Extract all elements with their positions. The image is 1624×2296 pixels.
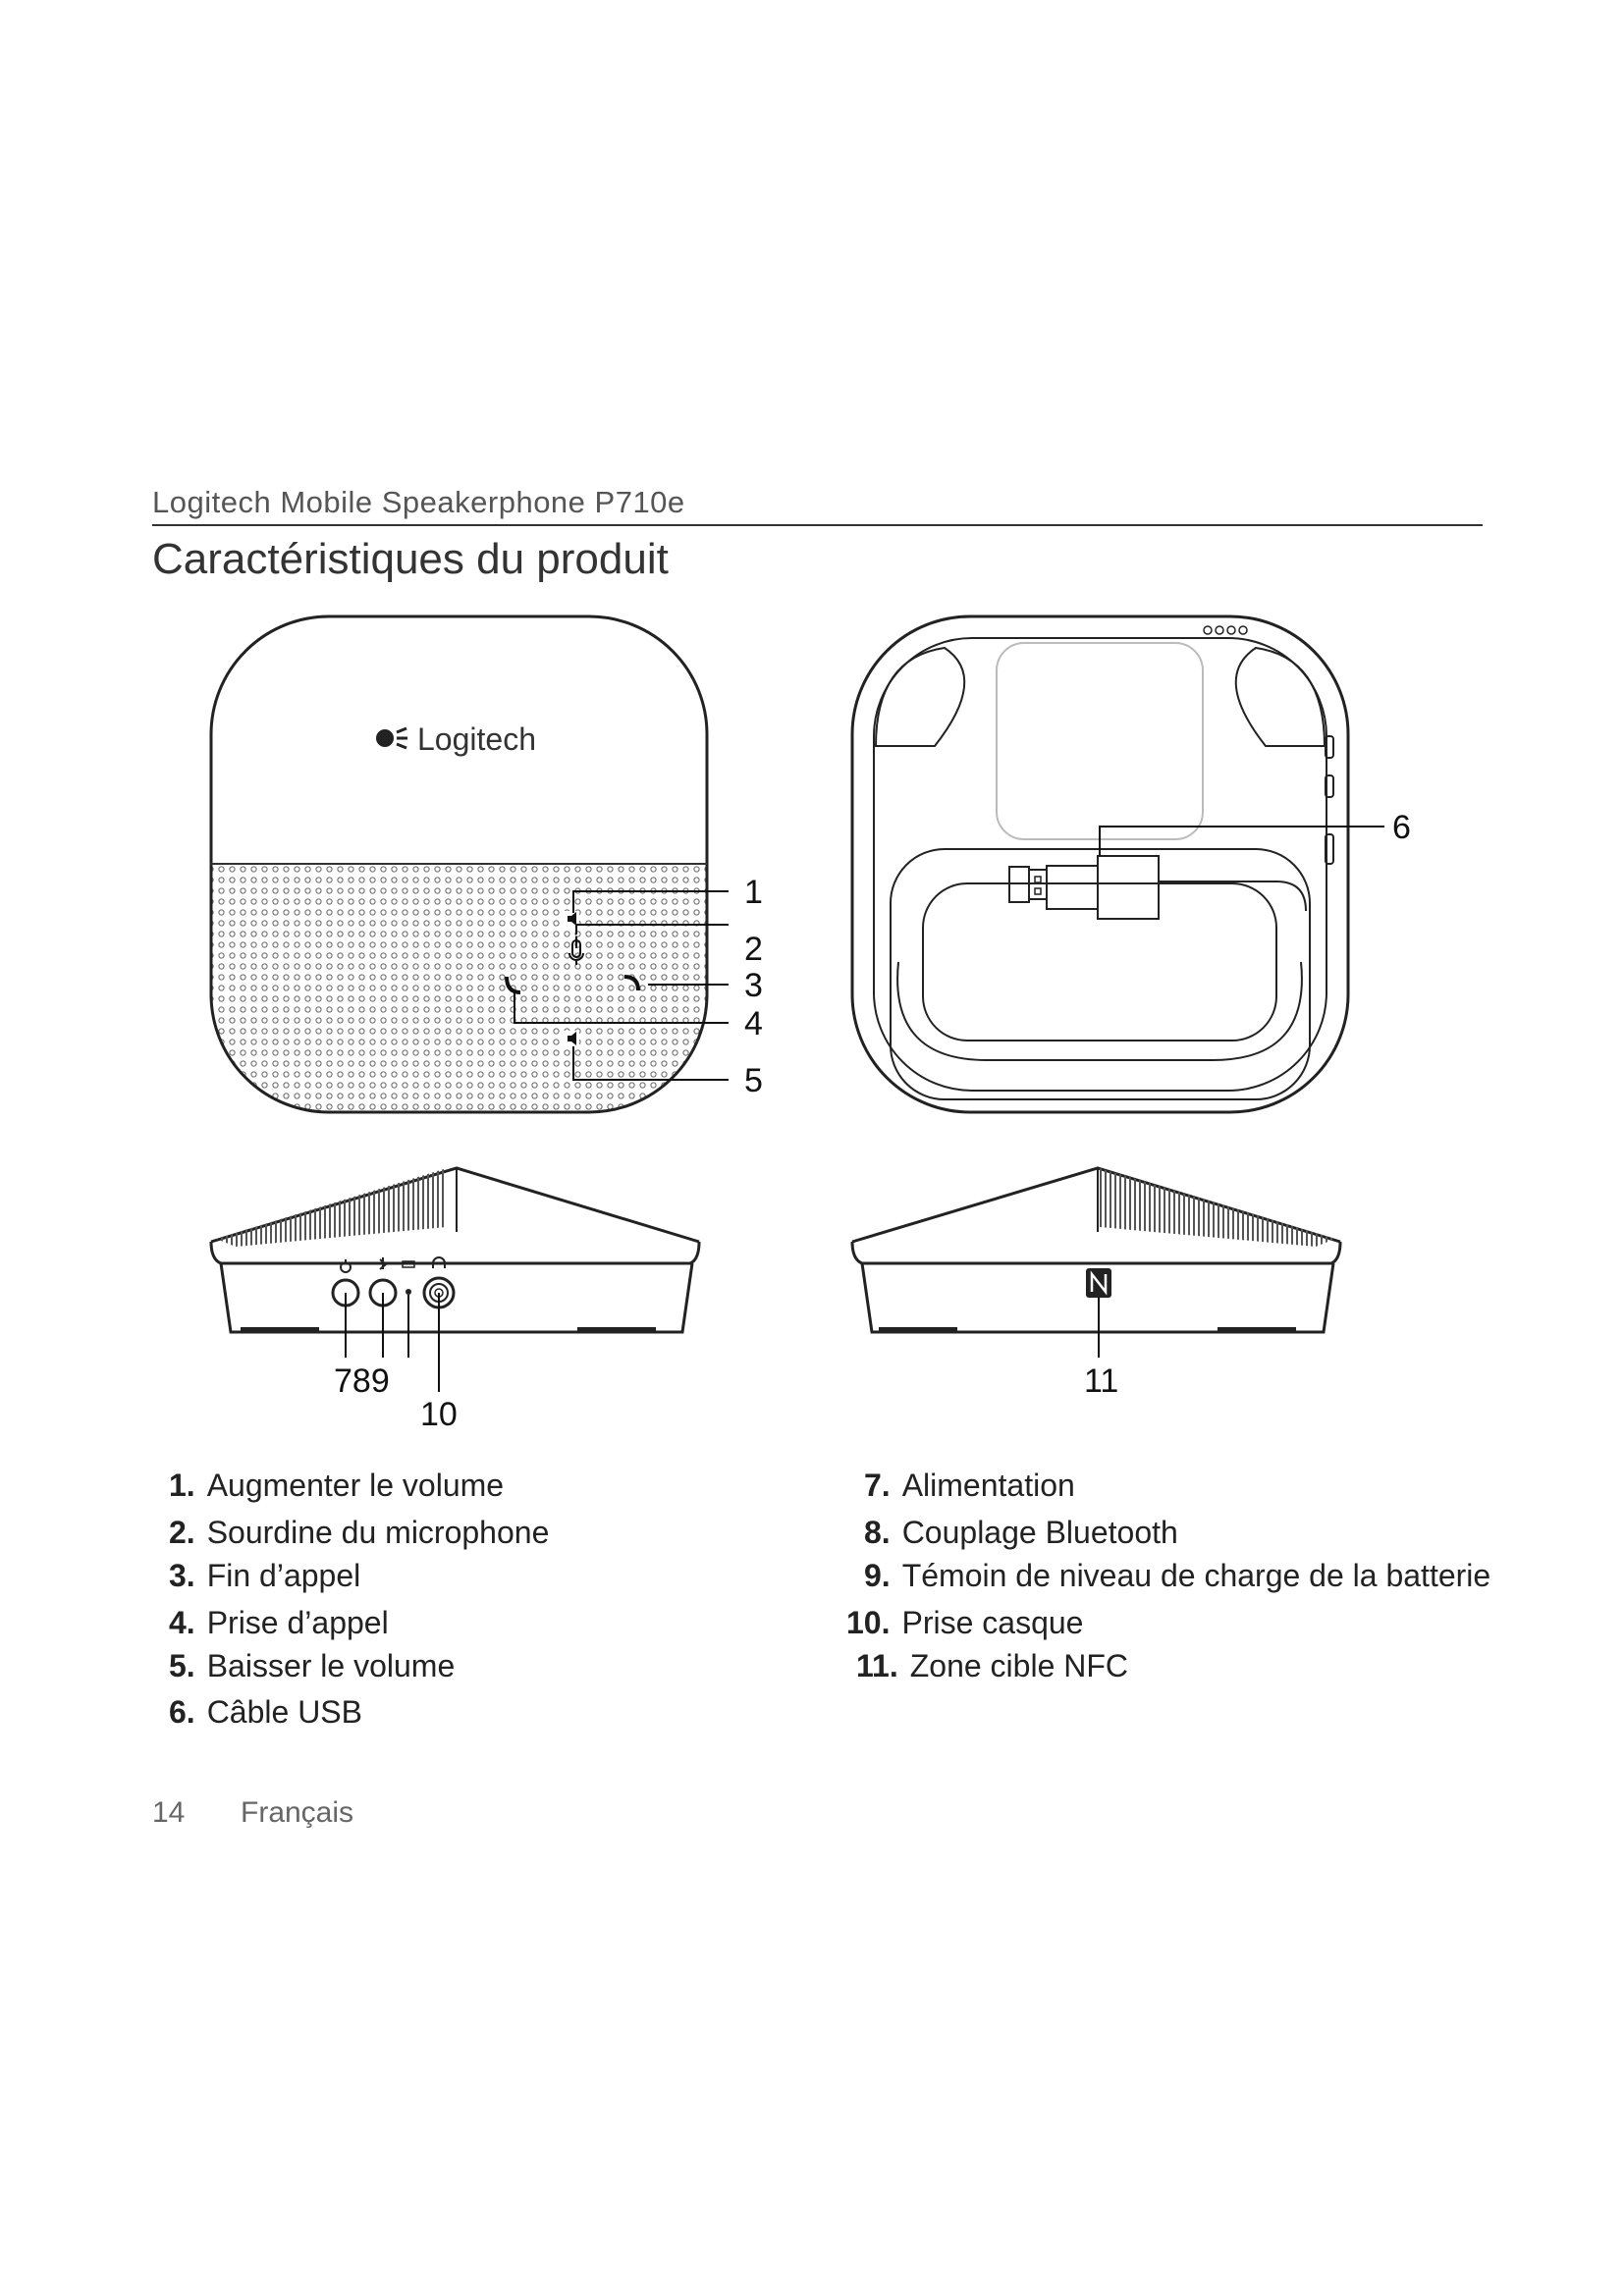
callout-10: 10 xyxy=(420,1396,458,1433)
battery-led xyxy=(406,1289,411,1295)
list-item: 2. Sourdine du microphone xyxy=(169,1515,550,1550)
callout-1: 1 xyxy=(744,874,763,911)
list-item: 1. Augmenter le volume xyxy=(169,1468,505,1503)
page-title: Caractéristiques du produit xyxy=(152,535,669,583)
list-item: 6. Câble USB xyxy=(169,1694,362,1730)
speaker-side-view-nfc xyxy=(852,1168,1340,1358)
callout-11: 11 xyxy=(1084,1362,1119,1400)
list-item: 10. Prise casque xyxy=(846,1605,1084,1640)
footer-language: Français xyxy=(241,1796,354,1829)
logo-text: Logitech xyxy=(417,721,536,757)
callout-5: 5 xyxy=(744,1062,763,1099)
speaker-top-view xyxy=(211,616,729,1119)
speaker-side-view-ports xyxy=(211,1168,699,1392)
callout-6: 6 xyxy=(1392,809,1411,846)
logitech-logo xyxy=(376,728,407,748)
list-item: 7. Alimentation xyxy=(864,1468,1075,1503)
list-item: 4. Prise d’appel xyxy=(169,1605,389,1640)
callout-3: 3 xyxy=(744,967,763,1004)
power-icon xyxy=(341,1259,351,1272)
list-item: 3. Fin d’appel xyxy=(169,1558,361,1593)
callout-789: 789 xyxy=(334,1362,390,1400)
list-item: 8. Couplage Bluetooth xyxy=(864,1515,1178,1550)
bottom-view-leaders xyxy=(1100,827,1384,856)
list-item: 9. Témoin de niveau de charge de la batterie xyxy=(864,1558,1491,1593)
callout-4: 4 xyxy=(744,1005,763,1042)
list-item: 11. Zone cible NFC xyxy=(856,1648,1129,1683)
running-header: Logitech Mobile Speakerphone P710e xyxy=(152,485,685,519)
callout-2: 2 xyxy=(744,931,763,968)
nfc-icon xyxy=(1086,1268,1111,1298)
page-number: 14 xyxy=(152,1796,186,1829)
list-item: 5. Baisser le volume xyxy=(169,1648,456,1683)
speaker-bottom-view xyxy=(852,616,1348,1112)
